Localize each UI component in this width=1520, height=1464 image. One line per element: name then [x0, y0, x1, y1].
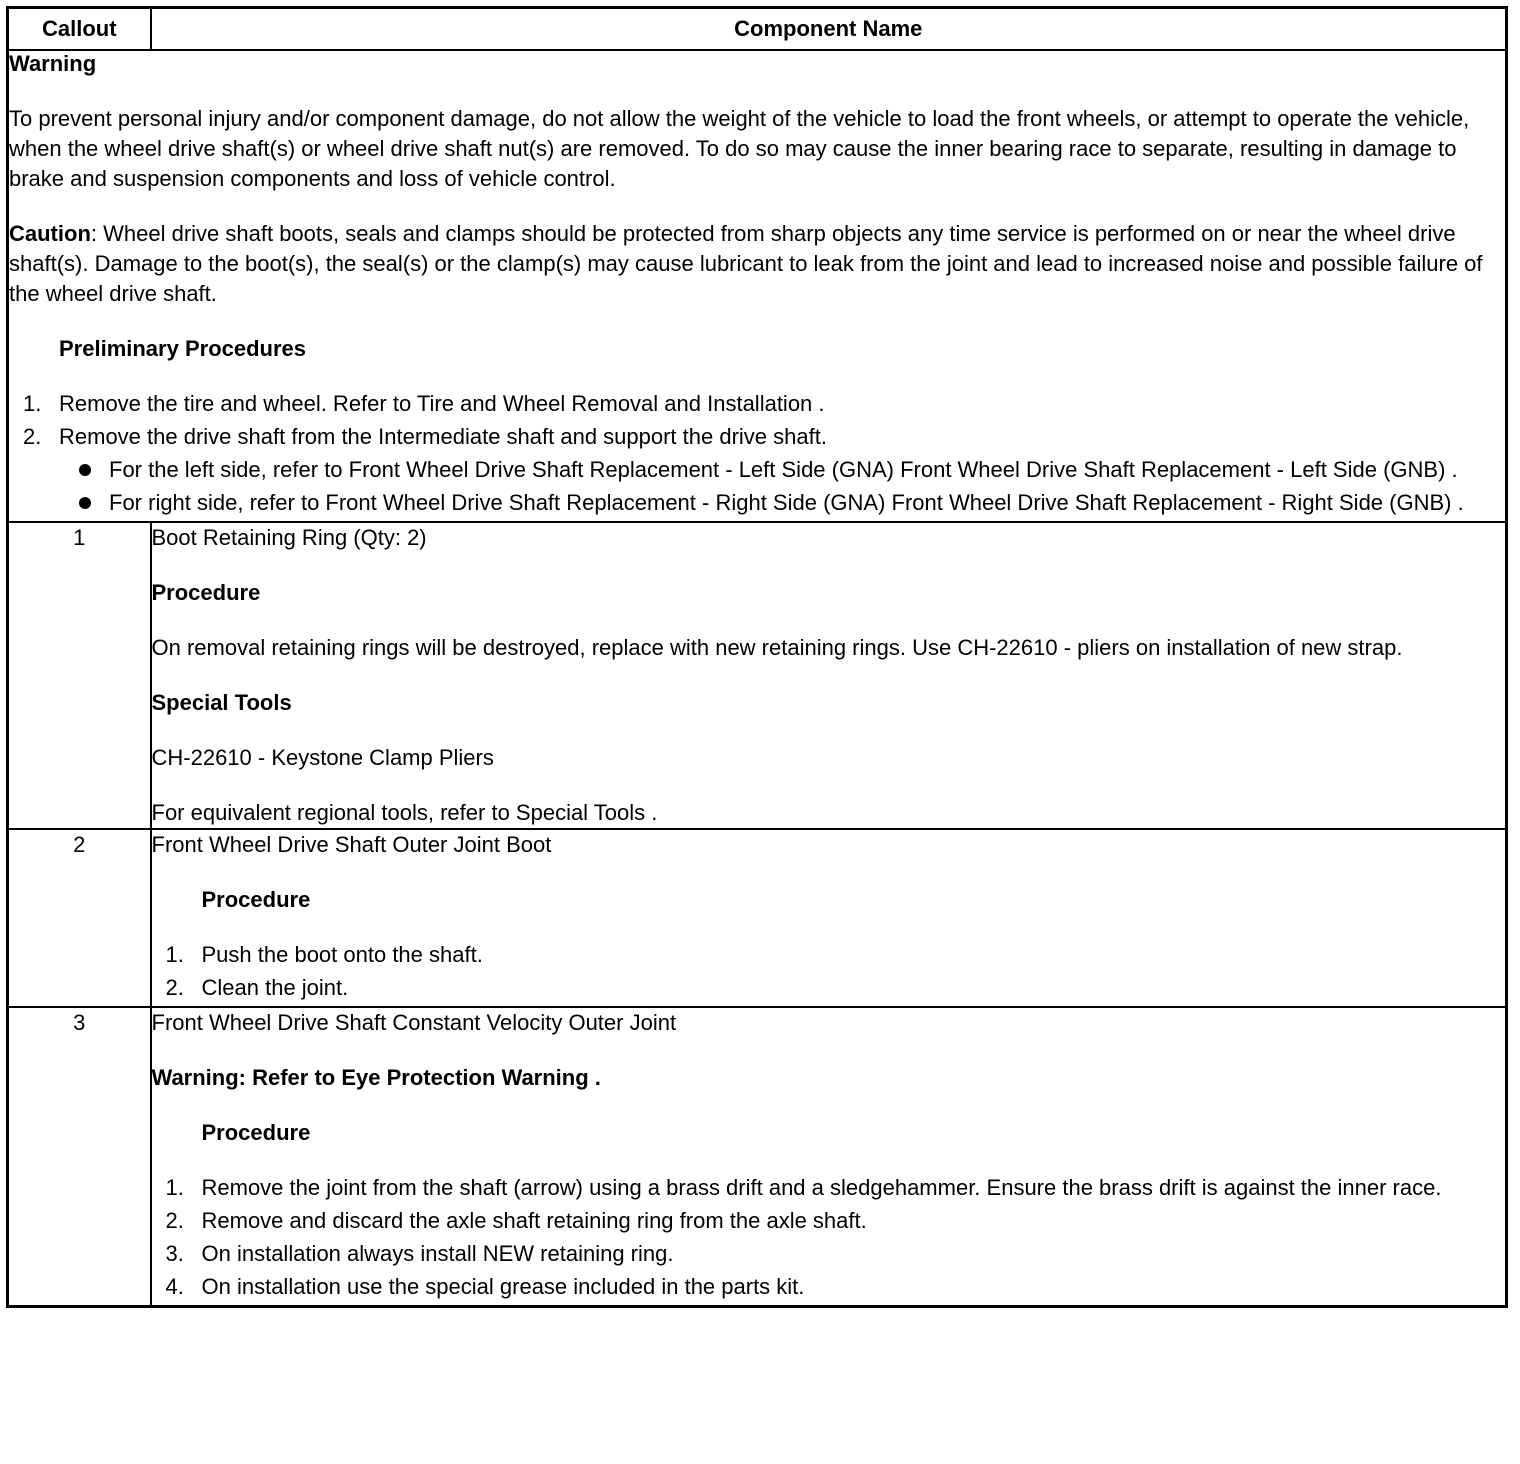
list-item: [152, 940, 1506, 970]
step-number: 1.: [165, 1175, 184, 1200]
list-item: [152, 1272, 1506, 1302]
step-number: 1.: [23, 391, 42, 416]
step-text: On installation always install NEW retaining ring.: [201, 1241, 674, 1266]
procedure-text: On removal retaining rings will be destroyed, replace with new retaining rings. Use CH-22610 - pliers on installation of new strap.: [151, 635, 1403, 660]
procedure-title: Procedure: [151, 580, 261, 605]
step-text: Remove the drive shaft from the Intermediate shaft and support the drive shaft.: [59, 424, 827, 449]
procedure-title: Procedure: [201, 887, 311, 912]
step-text: Remove the joint from the shaft (arrow) using a brass drift and a sledgehammer. Ensure the brass drift is against the inner race.: [201, 1175, 1442, 1200]
intro-cell: [8, 50, 1507, 522]
list-item: [152, 1206, 1506, 1236]
step-number: 2.: [165, 1208, 184, 1233]
caution-label: Caution: [9, 221, 91, 246]
procedure-title: Procedure: [201, 1120, 311, 1145]
preliminary-steps: [9, 389, 1505, 452]
component-table: [6, 6, 1508, 1308]
callout-cell: 2: [8, 829, 151, 1007]
list-item: [9, 455, 1505, 485]
list-item: [9, 422, 1505, 452]
side-references: [9, 455, 1505, 518]
special-tools-note: For equivalent regional tools, refer to Special Tools .: [151, 800, 658, 825]
warning-text: To prevent personal injury and/or component damage, do not allow the weight of the vehicle to load the front wheels, or attempt to operate the vehicle, when the wheel drive shaft(s) or wheel drive shaft nut(s) are removed. To do so may cause the inner bearing race to separate, resulting in damage to brake and suspension components and loss of vehicle control.: [9, 106, 1470, 191]
caution-paragraph: [9, 219, 1505, 309]
special-tools-title: Special Tools: [151, 690, 292, 715]
step-number: 4.: [165, 1274, 184, 1299]
callout-cell: 3: [8, 1007, 151, 1307]
callout-cell: 1: [8, 522, 151, 829]
step-text: Clean the joint.: [201, 975, 349, 1000]
bullet-text: For right side, refer to Front Wheel Drive Shaft Replacement - Right Side (GNA) Front Wheel Drive Shaft Replacement - Right Side (GNB) .: [109, 490, 1464, 515]
table-header-row: [8, 8, 1507, 51]
step-text: Remove the tire and wheel. Refer to Tire and Wheel Removal and Installation .: [59, 391, 825, 416]
warning-title: Warning: [9, 51, 97, 76]
list-item: [152, 973, 1506, 1003]
eye-protection-warning: Warning: Refer to Eye Protection Warning .: [151, 1065, 601, 1090]
table-row: [8, 522, 1507, 829]
special-tool: CH-22610 - Keystone Clamp Pliers: [151, 745, 494, 770]
component-name-column-header: Component Name: [151, 8, 1507, 51]
list-item: [152, 1239, 1506, 1269]
component-cell: [151, 1007, 1507, 1307]
component-name: Front Wheel Drive Shaft Constant Velocity Outer Joint: [151, 1010, 677, 1035]
step-number: 2.: [23, 424, 42, 449]
component-name: Boot Retaining Ring (Qty: 2): [151, 525, 427, 550]
caution-text: : Wheel drive shaft boots, seals and clamps should be protected from sharp objects any time service is performed on or near the wheel drive shaft(s). Damage to the boot(s), the seal(s) or the clamp(s) may cause lubricant to leak from the joint and lead to increased noise and possible failure of the wheel drive shaft.: [9, 221, 1483, 306]
component-cell: [151, 522, 1507, 829]
preliminary-procedures-title: Preliminary Procedures: [59, 336, 307, 361]
list-item: [9, 389, 1505, 419]
component-cell: [151, 829, 1507, 1007]
list-item: [9, 488, 1505, 518]
procedure-steps: [152, 940, 1506, 1003]
procedure-steps: [152, 1173, 1506, 1302]
bullet-text: For the left side, refer to Front Wheel Drive Shaft Replacement - Left Side (GNA) Front Wheel Drive Shaft Replacement - Left Side (GNB) .: [109, 457, 1458, 482]
callout-column-header: Callout: [8, 8, 151, 51]
table-row: [8, 829, 1507, 1007]
step-text: Push the boot onto the shaft.: [201, 942, 483, 967]
step-number: 3.: [165, 1241, 184, 1266]
step-number: 1.: [165, 942, 184, 967]
step-text: Remove and discard the axle shaft retaining ring from the axle shaft.: [201, 1208, 867, 1233]
step-text: On installation use the special grease included in the parts kit.: [201, 1274, 805, 1299]
step-number: 2.: [165, 975, 184, 1000]
list-item: [152, 1173, 1506, 1203]
bullet-icon: [79, 464, 91, 476]
intro-row: [8, 50, 1507, 522]
bullet-icon: [79, 497, 91, 509]
table-row: [8, 1007, 1507, 1307]
component-name: Front Wheel Drive Shaft Outer Joint Boot: [151, 832, 552, 857]
